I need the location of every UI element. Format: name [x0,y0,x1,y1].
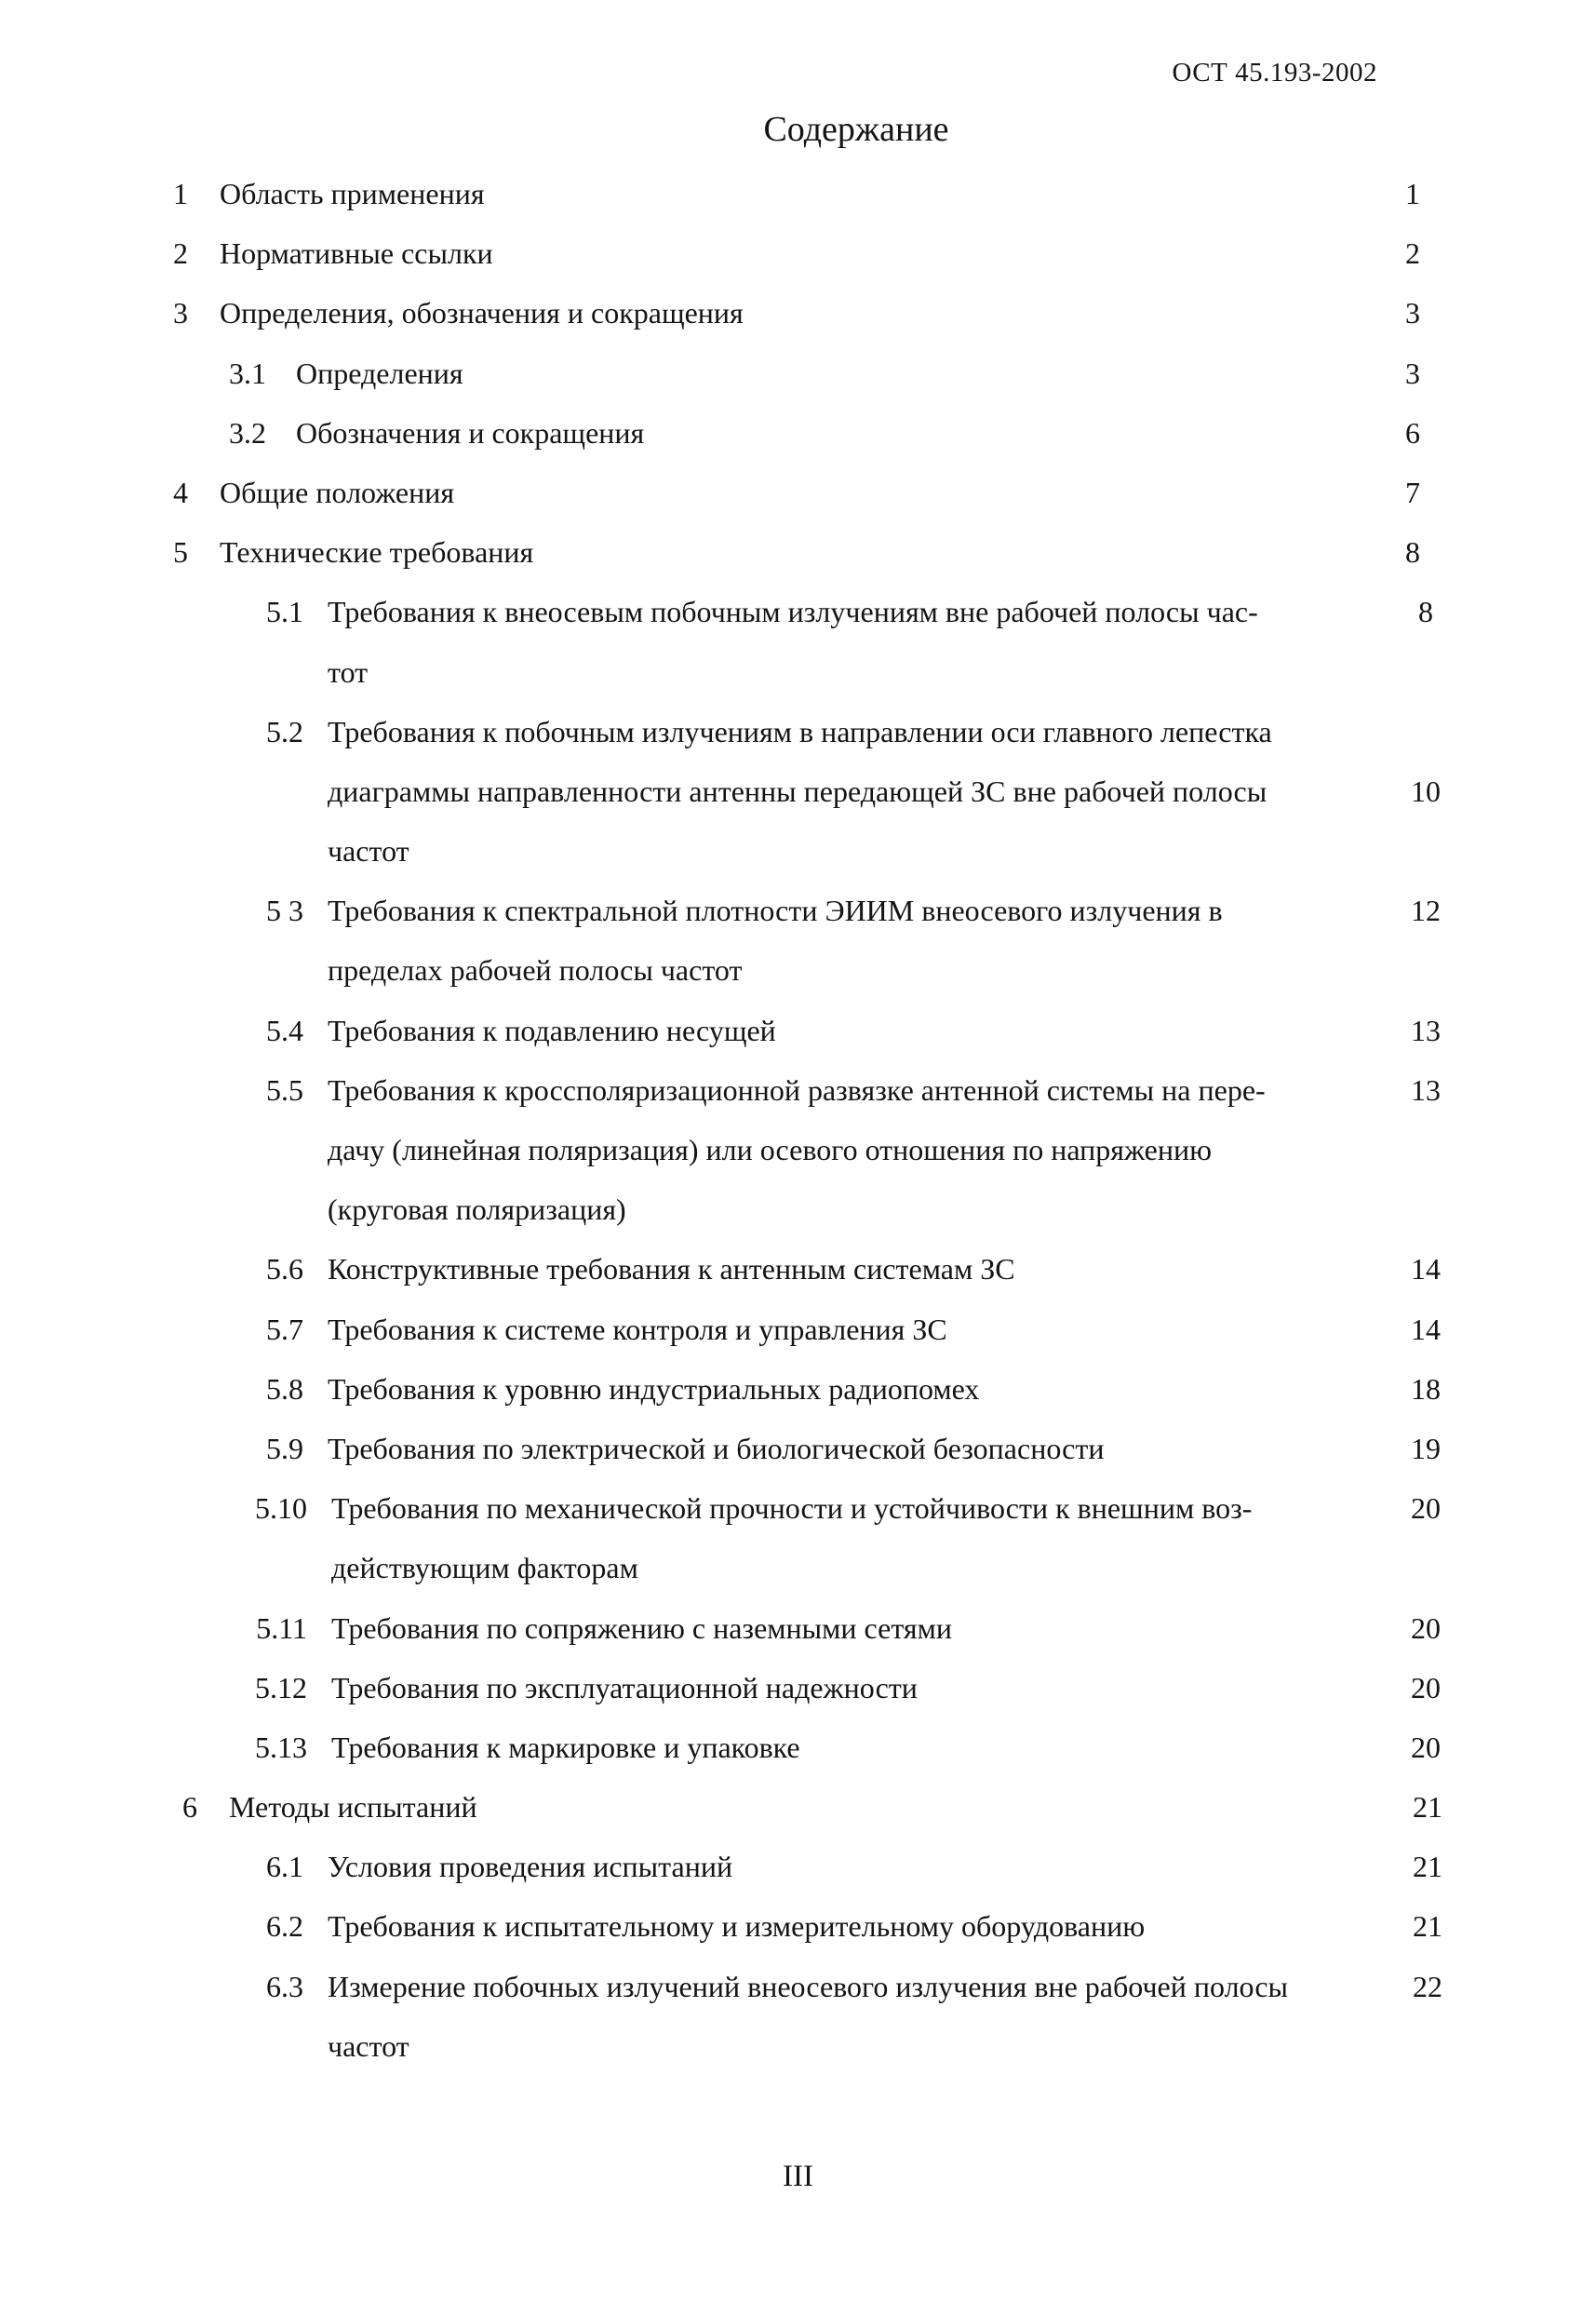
toc-entry-number: 5 [173,535,188,570]
toc-entry-number: 5.12 [255,1670,307,1704]
toc-entry [0,1898,1596,1958]
toc-entry-title: Общие положения [220,475,455,509]
toc-entry-continuation [0,942,1596,1002]
toc-entry-title: Требования к кроссполяризационной развязке антенной системы на пере- [328,1072,1266,1107]
toc-entry-page: 1 [1405,177,1420,210]
toc-entry-number: 2 [173,236,188,271]
toc-entry-number: 5 3 [266,894,303,928]
toc-entry [0,584,1596,643]
toc-entry [0,1660,1596,1719]
toc-entry [0,1062,1596,1122]
toc-entry [0,405,1596,465]
toc-entry-title: Требования к маркировке и упаковке [331,1730,800,1764]
toc-entry-title: Нормативные ссылки [220,236,493,271]
toc-entry-page: 14 [1411,1312,1441,1346]
toc-entry-title: Требования к системе контроля и управления ЗС [328,1312,947,1346]
toc-entry-number: 4 [173,475,188,509]
toc-entry-number: 1 [173,177,188,210]
toc-entry [0,1003,1596,1062]
toc-entry-title: частот [328,834,409,869]
toc-entry-page: 20 [1411,1610,1441,1645]
toc-entry-title: Требования к уровню индустриальных радиопомех [328,1371,980,1406]
toc-entry [0,345,1596,405]
toc-entry [0,882,1596,942]
toc-entry-continuation [0,1181,1596,1241]
toc-entry-title: Требования по электрической и биологической безопасности [328,1431,1105,1465]
toc-entry [0,285,1596,344]
toc-entry-title: частот [328,2028,409,2063]
toc-entry-title: Условия проведения испытаний [328,1850,733,1884]
toc-entry-continuation [0,644,1596,704]
toc-entry-title: Конструктивные требования к антенным системам ЗС [328,1252,1015,1286]
toc-entry-number: 5.5 [266,1072,303,1107]
toc-entry-title: дачу (линейная поляризация) или осевого отношения по напряжению [328,1133,1212,1166]
toc-entry-title: пределах рабочей полосы частот [328,953,743,988]
toc-entry-page: 14 [1411,1252,1441,1286]
toc-entry-continuation [0,2018,1596,2078]
toc-entry-number: 6.1 [266,1850,303,1884]
toc-entry-title: Определения [296,356,463,390]
toc-entry [0,225,1596,285]
toc-entry-page: 13 [1411,1072,1441,1107]
toc-entry-number: 5.13 [255,1730,307,1764]
toc-entry-page: 12 [1411,894,1441,928]
toc-entry-page: 8 [1418,595,1433,629]
toc-entry-continuation [0,823,1596,882]
toc-entry-number: 5.2 [266,714,303,748]
table-of-contents [0,166,1596,2078]
toc-entry-title: Требования к подавлению несущей [328,1013,776,1047]
toc-entry-page: 3 [1405,296,1420,330]
toc-entry-number: 3.1 [229,356,266,390]
toc-entry [0,465,1596,524]
toc-entry-number: 6 [182,1790,197,1825]
toc-entry [0,1301,1596,1361]
toc-entry-title: Определения, обозначения и сокращения [220,296,744,330]
toc-entry-title: диаграммы направленности антенны передающей ЗС вне рабочей полосы [328,774,1267,808]
toc-entry-number: 5.11 [256,1610,307,1645]
toc-entry-title: Требования к спектральной плотности ЭИИМ внеосевого излучения в [328,894,1223,928]
page-title: Содержание [763,110,949,149]
toc-entry [0,1421,1596,1480]
toc-entry-page: 20 [1411,1730,1441,1764]
toc-entry-title: тот [328,654,369,689]
toc-entry-continuation [0,1540,1596,1599]
toc-entry [0,1959,1596,2018]
toc-entry-page: 22 [1413,1969,1442,2003]
toc-entry [0,1600,1596,1660]
toc-entry-number: 5.6 [266,1252,303,1286]
toc-entry-title: Требования к испытательному и измерительному оборудованию [328,1909,1146,1944]
toc-entry-page: 21 [1413,1909,1442,1944]
toc-entry-number: 5.7 [266,1312,303,1346]
toc-entry-number: 5.9 [266,1431,303,1465]
toc-entry-title: Требования по сопряжению с наземными сетями [331,1610,952,1645]
toc-entry-number: 5.10 [255,1491,307,1526]
toc-entry-number: 6.3 [266,1969,303,2003]
toc-entry [0,1480,1596,1540]
toc-entry-title: Обозначения и сокращения [296,415,645,450]
toc-entry [0,166,1596,225]
toc-entry-page: 6 [1405,415,1420,450]
toc-entry-title: Требования к внеосевым побочным излучениям вне рабочей полосы час- [328,595,1258,629]
toc-entry-title: действующим факторам [331,1551,638,1585]
toc-entry-page: 20 [1411,1491,1441,1526]
toc-entry [0,1361,1596,1421]
page-number: III [783,2160,813,2193]
toc-entry-page: 3 [1405,356,1420,390]
toc-entry-page: 8 [1405,535,1420,570]
toc-entry-number: 6.2 [266,1909,303,1944]
toc-entry [0,704,1596,763]
toc-entry [0,524,1596,584]
toc-entry-title: Область применения [220,177,485,210]
toc-entry-page: 19 [1411,1431,1441,1465]
toc-entry-page: 20 [1411,1670,1441,1704]
toc-entry-page: 18 [1411,1371,1441,1406]
toc-entry-title: Требования к побочным излучениям в направлении оси главного лепестка [328,714,1272,748]
toc-entry-page: 21 [1413,1850,1442,1884]
toc-entry-continuation [0,1122,1596,1181]
toc-entry-title: (круговая поляризация) [328,1192,626,1227]
toc-entry-page: 13 [1411,1013,1441,1047]
toc-entry-number: 3.2 [229,415,266,450]
toc-entry [0,1839,1596,1898]
toc-entry-title: Технические требования [220,535,534,570]
toc-entry-page: 2 [1405,236,1420,271]
toc-entry-page: 7 [1405,475,1420,509]
toc-entry [0,1779,1596,1839]
toc-entry-title: Требования по эксплуатационной надежности [331,1670,918,1704]
toc-entry [0,1719,1596,1779]
toc-entry-page: 21 [1413,1790,1442,1825]
toc-entry-number: 5.4 [266,1013,303,1047]
toc-entry-number: 3 [173,296,188,330]
toc-entry-page: 10 [1411,774,1441,808]
toc-entry-continuation [0,763,1596,823]
document-code: ОСТ 45.193-2002 [1172,58,1377,88]
toc-entry-title: Измерение побочных излучений внеосевого излучения вне рабочей полосы [328,1969,1289,2003]
toc-entry-number: 5.1 [266,595,303,629]
toc-entry-title: Методы испытаний [229,1790,477,1825]
toc-entry-title: Требования по механической прочности и устойчивости к внешним воз- [331,1491,1253,1526]
toc-entry [0,1241,1596,1300]
toc-entry-number: 5.8 [266,1371,303,1406]
